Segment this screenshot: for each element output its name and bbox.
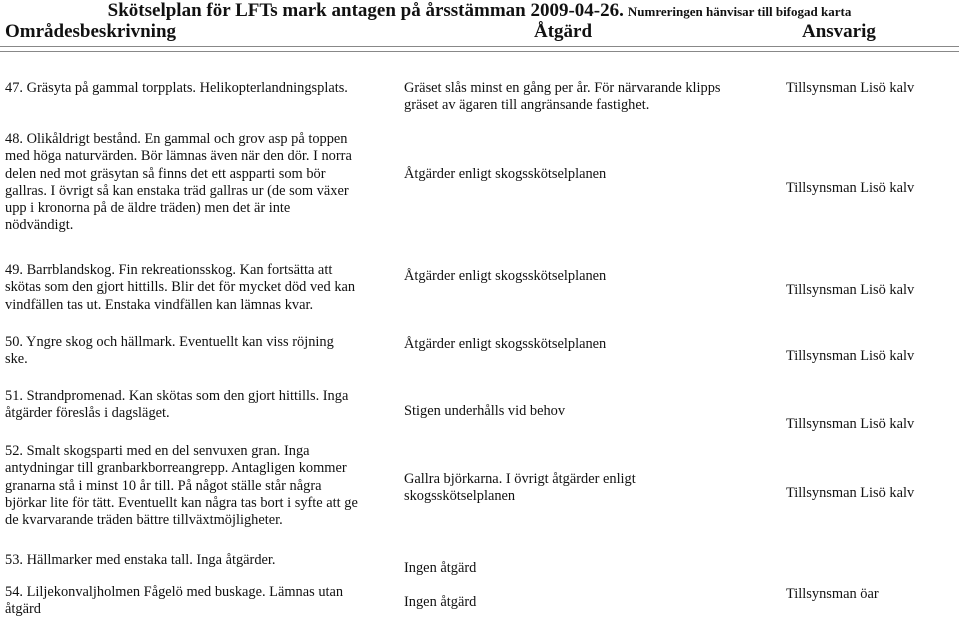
row-52-desc-line: antydningar till granbarkborreangrepp. Antagligen kommer (5, 460, 347, 477)
row-48-desc-line: med höga naturvärden. Bör lämnas även när den dör. I norra (5, 148, 352, 165)
row-48-action-line: Åtgärder enligt skogsskötselplanen (404, 166, 607, 182)
row-48-desc-line: upp i kronorna på de äldre träden) men det är inte (5, 200, 291, 217)
row-50-description (5, 334, 395, 369)
header-atgard: Åtgärd (534, 21, 593, 42)
row-48-desc-line: delen ned mot gräsytan så finns det ett aspparti som bör (5, 165, 326, 182)
row-47-responsible: Tillsynsman Lisö kalv (786, 80, 915, 96)
row-52-desc-line: granarna stå i minst 10 år till. På något ställe står några (5, 477, 322, 494)
row-49-responsible: Tillsynsman Lisö kalv (786, 282, 915, 298)
row-54-description (5, 584, 395, 619)
row-54-action-line: Ingen åtgärd (404, 594, 477, 610)
row-53-action (404, 560, 764, 577)
row-51-desc-line: 51. Strandpromenad. Kan skötas som den gjort hittills. Inga (5, 388, 349, 404)
row-53-action-line: Ingen åtgärd (404, 560, 477, 576)
row-53-description (5, 552, 395, 569)
row-49-desc-line: skötas som den gjort hittills. Blir det för mycket död ved kan (5, 279, 356, 296)
row-50-action-line: Åtgärder enligt skogsskötselplanen (404, 336, 607, 352)
row-48-desc-line: 48. Olikåldrigt bestånd. En gammal och grov asp på toppen (5, 131, 348, 147)
header-top-rule (0, 46, 959, 47)
row-48-responsible: Tillsynsman Lisö kalv (786, 180, 915, 196)
row-48-action (404, 166, 764, 183)
row-49-action-line: Åtgärder enligt skogsskötselplanen (404, 268, 607, 284)
row-52-action (404, 471, 764, 506)
row-51-action-line: Stigen underhålls vid behov (404, 403, 566, 419)
row-52-desc-line: björkar lite för tätt. Eventuellt kan några tas bort i syfte att ge (5, 494, 358, 511)
row-49-action (404, 268, 764, 285)
row-47-action-line: Gräset slås minst en gång per år. För närvarande klipps (404, 80, 721, 96)
row-51-action (404, 403, 764, 420)
row-54-desc-line: åtgärd (5, 601, 41, 618)
row-48-desc-line: gallras. I övrigt så kan enstaka träd gallras ur (de som växer (5, 182, 349, 199)
title-main: Skötselplan för LFTs mark antagen på årsstämman 2009-04-26. (107, 0, 624, 21)
row-47-description (5, 80, 395, 97)
title-note: Numreringen hänvisar till bifogad karta (627, 4, 852, 19)
row-51-description (5, 388, 395, 423)
row-48-description (5, 131, 395, 235)
row-47-desc-line: 47. Gräsyta på gammal torpplats. Helikopterlandningsplats. (5, 80, 348, 96)
row-52-action-line: skogsskötselplanen (404, 488, 516, 505)
row-51-responsible: Tillsynsman Lisö kalv (786, 416, 915, 432)
document-title (0, 0, 959, 22)
row-49-desc-line: vindfällen tas ut. Enstaka vindfällen kan lämnas kvar. (5, 296, 314, 313)
row-49-description (5, 262, 395, 314)
header-bottom-rule (0, 51, 959, 52)
header-ansvarig: Ansvarig (802, 21, 876, 42)
row-54-desc-line: 54. Liljekonvaljholmen Fågelö med buskage. Lämnas utan (5, 584, 344, 600)
row-52-desc-line: de kvarvarande träden bättre tillväxtmöjligheter. (5, 512, 283, 529)
row-52-description (5, 443, 395, 529)
row-54-responsible: Tillsynsman öar (786, 586, 879, 602)
row-47-action (404, 80, 764, 115)
row-50-responsible: Tillsynsman Lisö kalv (786, 348, 915, 364)
row-49-desc-line: 49. Barrblandskog. Fin rekreationsskog. Kan fortsätta att (5, 262, 333, 278)
row-47-action-line: gräset av ägaren till angränsande fastighet. (404, 97, 650, 114)
row-50-desc-line: 50. Yngre skog och hällmark. Eventuellt kan viss röjning (5, 334, 334, 350)
row-52-desc-line: 52. Smalt skogsparti med en del senvuxen gran. Inga (5, 443, 310, 459)
row-50-action (404, 336, 764, 353)
row-50-desc-line: ske. (5, 351, 28, 368)
row-52-action-line: Gallra björkarna. I övrigt åtgärder enligt (404, 471, 636, 487)
row-53-desc-line: 53. Hällmarker med enstaka tall. Inga åtgärder. (5, 552, 276, 568)
header-omradesbeskrivning: Områdesbeskrivning (5, 21, 177, 42)
row-54-action (404, 594, 764, 611)
row-52-responsible: Tillsynsman Lisö kalv (786, 485, 915, 501)
row-51-desc-line: åtgärder föreslås i dagsläget. (5, 405, 170, 422)
row-48-desc-line: nödvändigt. (5, 217, 74, 234)
